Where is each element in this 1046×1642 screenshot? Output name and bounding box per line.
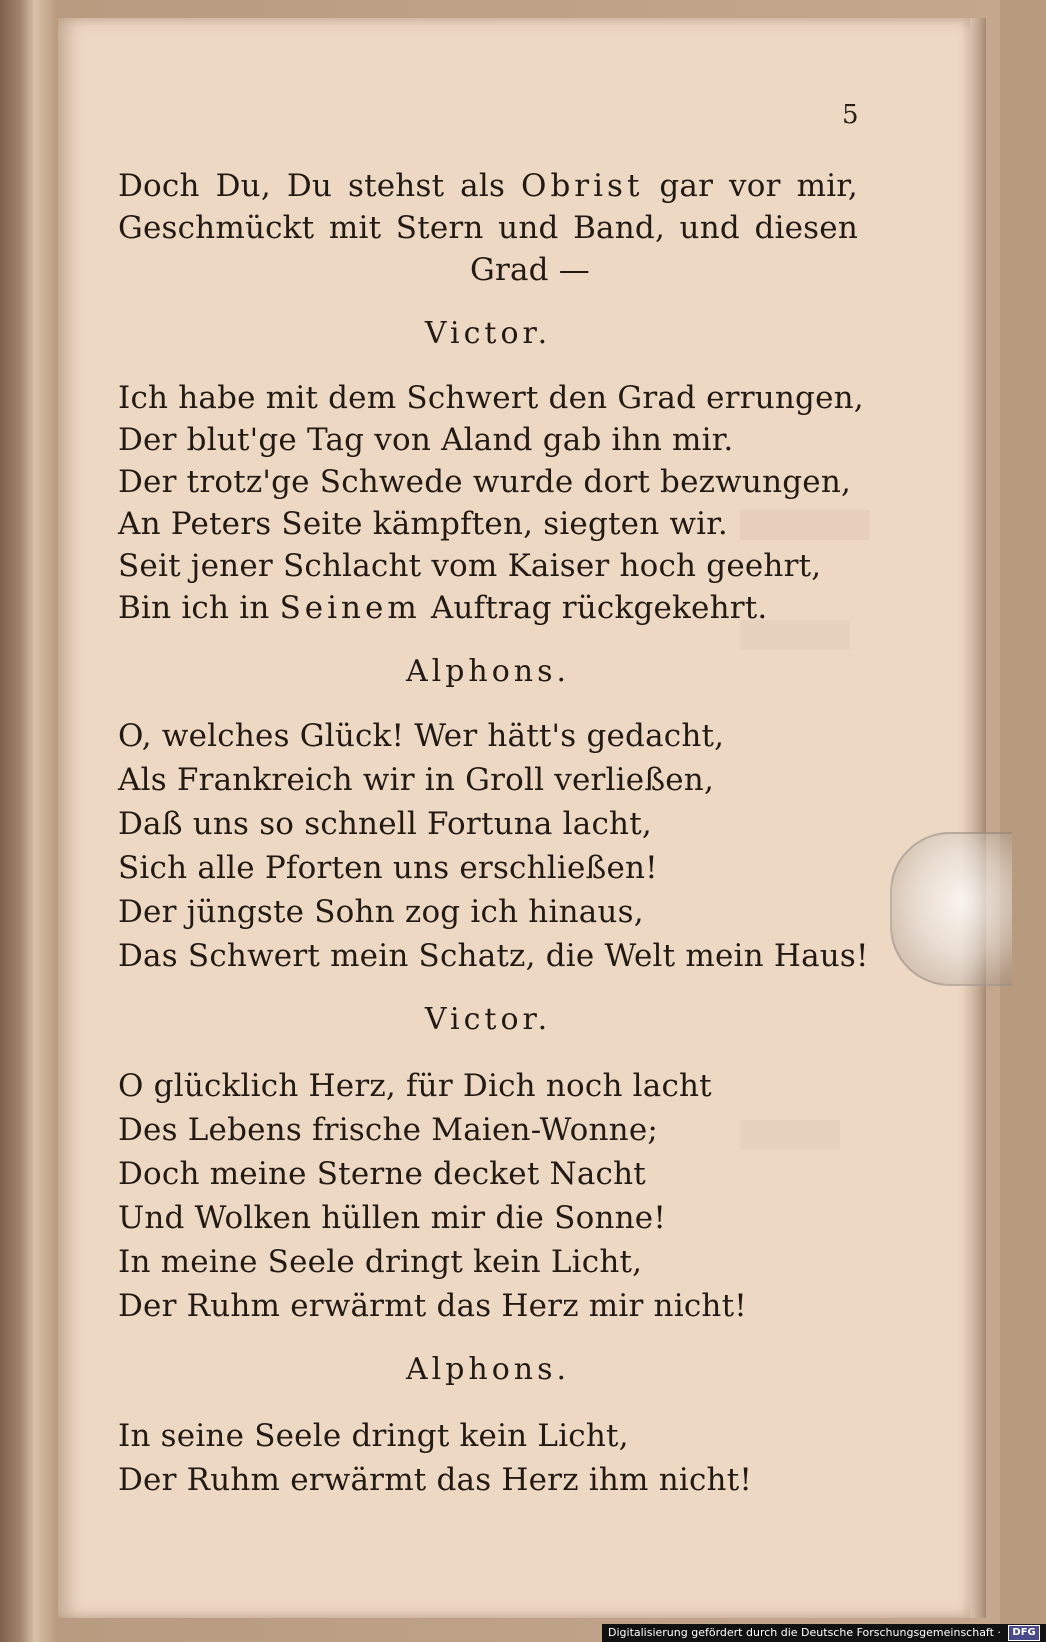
verse-line: Der blut'ge Tag von Aland gab ihn mir.: [118, 422, 734, 458]
verse-line: Der Ruhm erwärmt das Herz ihm nicht!: [118, 1462, 753, 1498]
speaker-name: Alphons.: [405, 654, 571, 689]
emphasized-word: Seinem: [279, 590, 421, 626]
page-number: 5: [842, 100, 859, 130]
book-spine: [0, 0, 58, 1642]
verse-line: Des Lebens frische Maien-Wonne;: [118, 1112, 659, 1148]
verse-line: In meine Seele dringt kein Licht,: [118, 1244, 643, 1280]
verse-line: O glücklich Herz, für Dich noch lacht: [118, 1068, 712, 1104]
verse-line: Geschmückt mit Stern und Band, und diesen: [118, 210, 858, 246]
verse-line: Das Schwert mein Schatz, die Welt mein Haus!: [118, 938, 869, 974]
verse-line: Als Frankreich wir in Groll verließen,: [118, 762, 714, 798]
verse-line: Daß uns so schnell Fortuna lacht,: [118, 806, 652, 842]
dfg-logo: DFG: [1008, 1625, 1039, 1641]
verse-line: Sich alle Pforten uns erschließen!: [118, 850, 658, 886]
speaker-name: Alphons.: [405, 1352, 571, 1387]
verse-line: Der trotz'ge Schwede wurde dort bezwungen,: [118, 464, 852, 500]
bleed-through-shadow: [740, 1120, 840, 1150]
verse-text: Bin ich in: [118, 590, 270, 626]
emphasized-word: Obrist: [521, 168, 644, 204]
verse-line: Doch meine Sterne decket Nacht: [118, 1156, 646, 1192]
verse-line: Ich habe mit dem Schwert den Grad errungen,: [118, 380, 864, 416]
page-holder-clip: [890, 832, 1012, 986]
verse-line: O, welches Glück! Wer hätt's gedacht,: [118, 718, 725, 754]
funding-footer: [602, 1624, 1046, 1642]
verse-line: Und Wolken hüllen mir die Sonne!: [118, 1200, 666, 1236]
speaker-name: Victor.: [424, 316, 552, 351]
verse-line: In seine Seele dringt kein Licht,: [118, 1418, 629, 1454]
speaker-name: Victor.: [424, 1002, 552, 1037]
verse-text: gar vor mir,: [659, 168, 858, 204]
verse-line: [118, 168, 858, 204]
page-block-edge: [970, 18, 986, 1618]
bleed-through-shadow: [740, 510, 870, 540]
verse-text: Doch Du, Du stehst als: [118, 168, 506, 204]
verse-text: Auftrag rückgekehrt.: [430, 590, 768, 626]
verse-line: Seit jener Schlacht vom Kaiser hoch geehrt,: [118, 548, 822, 584]
verse-line: [118, 590, 767, 626]
verse-line: Der Ruhm erwärmt das Herz mir nicht!: [118, 1288, 747, 1324]
footer-text: Digitalisierung gefördert durch die Deutsche Forschungsgemeinschaft ·: [608, 1626, 1001, 1639]
verse-line: Der jüngste Sohn zog ich hinaus,: [118, 894, 644, 930]
verse-line: Grad —: [470, 252, 590, 288]
verse-line: An Peters Seite kämpften, siegten wir.: [118, 506, 728, 542]
